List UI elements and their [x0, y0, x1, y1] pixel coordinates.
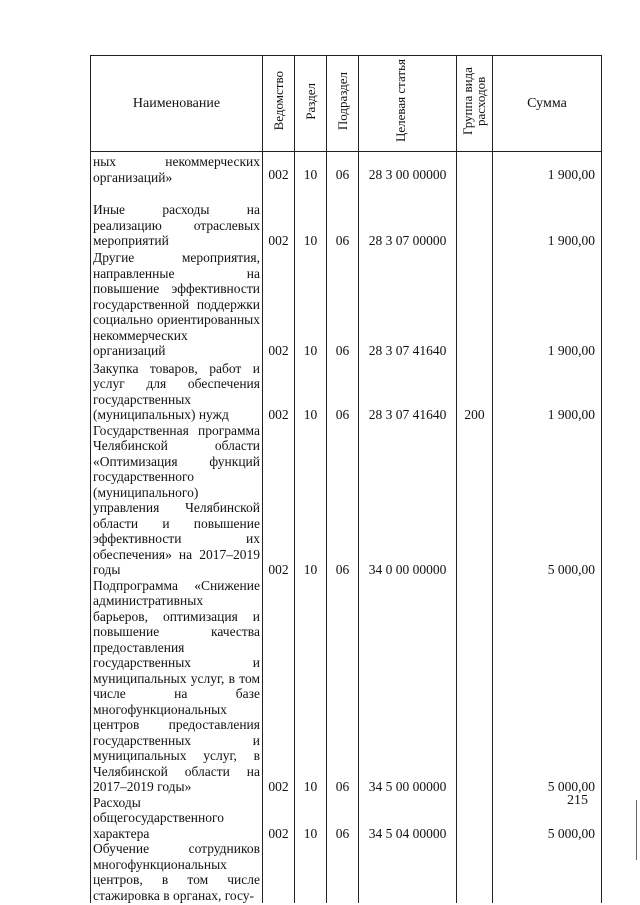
- row-ved: 002: [263, 249, 295, 359]
- row-name: Закупка товаров, работ и услуг для обеспечения государственных (муниципальных) нужд: [91, 359, 263, 423]
- row-name: Иные расходы на реализацию отраслевых мероприятий: [91, 201, 263, 249]
- row-podrazdel: [327, 841, 359, 903]
- row-celevaya: 28 3 07 41640: [359, 359, 457, 423]
- table-row: [91, 359, 602, 423]
- row-razdel: 10: [295, 249, 327, 359]
- row-podrazdel: 06: [327, 167, 359, 183]
- row-gruppa: 200: [457, 359, 493, 423]
- row-gruppa: [457, 578, 493, 795]
- row-gruppa: [457, 167, 493, 183]
- table-row: [91, 423, 602, 578]
- row-summa: 1 900,00: [493, 167, 602, 183]
- row-name: Другие мероприятия, направленные на повышение эффективности государственной поддержки социально ориентированных некоммерческих организаций: [91, 249, 263, 359]
- row-razdel: 10: [295, 359, 327, 423]
- row-summa: 1 900,00: [493, 201, 602, 249]
- row-summa: 5 000,00: [493, 578, 602, 795]
- row-summa: 1 900,00: [493, 249, 602, 359]
- row-ved: [263, 841, 295, 903]
- row-gruppa: [457, 795, 493, 842]
- header-summa: [493, 56, 602, 152]
- row-name: Подпрограмма «Снижение административных барьеров, оптимизация и повышение качества предоставления государственных и муниципальных услуг, в том числе на базе многофункциональных центров предоставления государственных и муниципальных услуг, в Челябинской области на 2017–2019 годы»: [91, 578, 263, 795]
- table-header: [91, 56, 602, 152]
- table-row: [91, 795, 602, 842]
- header-summa-label: Сумма: [527, 95, 567, 111]
- table-row: [91, 185, 602, 201]
- row-razdel: 10: [295, 795, 327, 842]
- row-name: ных некоммерческих организаций»: [91, 152, 263, 186]
- header-podrazdel-label: Подраздел: [335, 71, 350, 131]
- header-razdel: [295, 56, 327, 152]
- row-name: Государственная программа Челябинской области «Оптимизация функций государственного (муниципального) управления Челябинской области и повышение эффективности их обеспечения» на 2017–2019 годы: [91, 423, 263, 578]
- row-ved: 002: [263, 795, 295, 842]
- row-celevaya: 34 0 00 00000: [359, 423, 457, 578]
- row-podrazdel: 06: [327, 359, 359, 423]
- row-gruppa: [457, 201, 493, 249]
- row-ved: 002: [263, 578, 295, 795]
- row-celevaya: 34 5 00 00000: [359, 578, 457, 795]
- row-razdel: 10: [295, 423, 327, 578]
- scan-artifact-line: [636, 800, 637, 860]
- row-name: [91, 185, 263, 201]
- header-name-label: Наименование: [132, 95, 221, 111]
- row-summa: 5 000,00: [493, 795, 602, 842]
- header-ved: [263, 56, 295, 152]
- table-row: [91, 841, 602, 903]
- row-razdel: 10: [295, 578, 327, 795]
- row-podrazdel: 06: [327, 249, 359, 359]
- row-podrazdel: 06: [327, 578, 359, 795]
- row-celevaya: 28 3 07 00000: [359, 201, 457, 249]
- header-razdel-label: Раздел: [303, 82, 318, 120]
- row-razdel: 10: [295, 201, 327, 249]
- row-celevaya: 28 3 07 41640: [359, 249, 457, 359]
- row-ved: 002: [263, 201, 295, 249]
- table-row: [91, 249, 602, 359]
- table-body: [91, 152, 602, 904]
- row-podrazdel: 06: [327, 201, 359, 249]
- header-podrazdel: [327, 56, 359, 152]
- row-summa: [493, 841, 602, 903]
- header-ved-label: Ведомство: [271, 71, 286, 131]
- row-name: Обучение сотрудников многофункциональных центров, в том числе стажировка в органах, госу-: [91, 841, 263, 903]
- row-gruppa: [457, 841, 493, 903]
- header-gruppa: [457, 56, 493, 152]
- row-gruppa: [457, 249, 493, 359]
- table-row: [91, 201, 602, 249]
- row-podrazdel: 06: [327, 423, 359, 578]
- row-ved: 002: [263, 167, 295, 183]
- budget-table: [90, 55, 602, 903]
- row-celevaya: 34 5 04 00000: [359, 795, 457, 842]
- row-summa: 1 900,00: [493, 359, 602, 423]
- row-celevaya: 28 3 00 00000: [359, 167, 457, 183]
- row-name: Расходы общегосударственного характера: [91, 795, 263, 842]
- row-celevaya: [359, 841, 457, 903]
- row-podrazdel: 06: [327, 795, 359, 842]
- table-row: [91, 578, 602, 795]
- row-summa: 5 000,00: [493, 423, 602, 578]
- header-name: [91, 56, 263, 152]
- row-razdel: [295, 841, 327, 903]
- row-ved: 002: [263, 423, 295, 578]
- header-celevaya: [359, 56, 457, 152]
- header-celevaya-label: Целевая статья: [392, 59, 408, 143]
- row-gruppa: [457, 423, 493, 578]
- page-number: 215: [567, 793, 588, 808]
- row-ved: 002: [263, 359, 295, 423]
- header-gruppa-label: Группа вида расходов: [459, 67, 488, 135]
- row-razdel: 10: [295, 167, 327, 183]
